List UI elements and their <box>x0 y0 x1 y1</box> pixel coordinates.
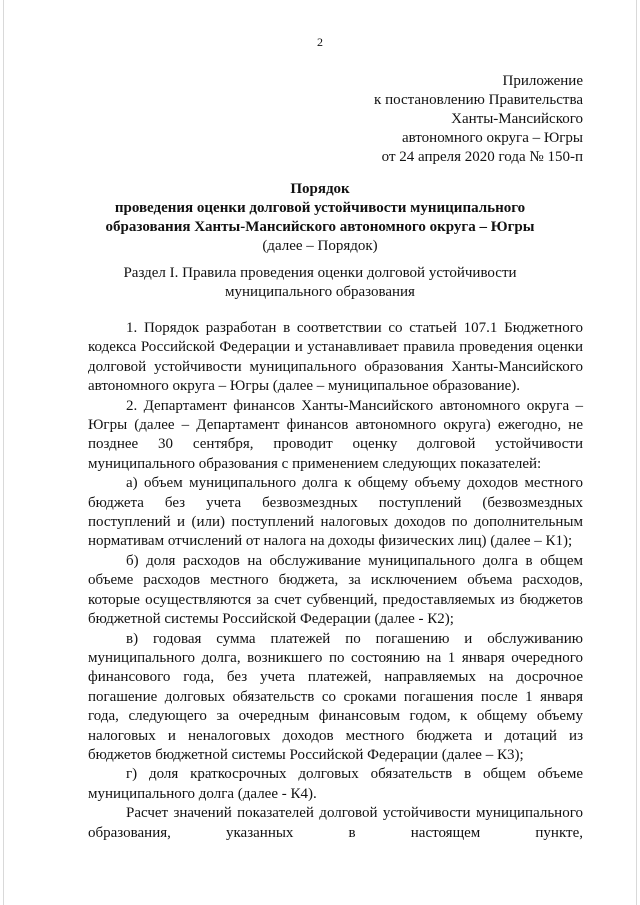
title-heading: Порядок <box>290 181 350 197</box>
page-number: 2 <box>317 35 323 49</box>
paragraph: а) объем муниципального долга к общему объему доходов местного бюджета без учета безвозмездных поступлений (безвозмездных поступлений и (или) поступлений налоговых доходов по дополнительным нормативам отчислений от налога на доходы физических лиц) (далее – К1); <box>88 475 583 550</box>
section-heading <box>0 264 640 302</box>
paragraph: Расчет значений показателей долговой устойчивости муниципального образования, указанных в настоящем пункте, <box>88 805 583 841</box>
appendix-line: от 24 апреля 2020 года № 150-п <box>381 149 583 165</box>
title-subtitle-line: образования Ханты-Мансийского автономного округа – Югры <box>105 219 535 235</box>
title-abbreviation: (далее – Порядок) <box>262 238 378 254</box>
section-heading-line: Раздел I. Правила проведения оценки долговой устойчивости <box>123 265 517 281</box>
paragraph: 2. Департамент финансов Ханты-Мансийского автономного округа – Югры (далее – Департамент финансов автономного округа) ежегодно, не позднее 30 сентября, проводит оценку долговой устойчивости муниципального образования с применением следующих показателей: <box>88 397 583 472</box>
paragraph: в) годовая сумма платежей по погашению и обслуживанию муниципального долга, возникшего по состоянию на 1 января очередного финансового года, без учета платежей, направляемых на досрочное погашение долговых обязательств со сроками погашения после 1 января года, следующего за очередным финансовым годом, к общему объему налоговых и неналоговых доходов местного бюджета и дотаций из бюджетов бюджетной системы Российской Федерации (далее – К3); <box>88 630 583 763</box>
title-subtitle-line: проведения оценки долговой устойчивости муниципального <box>114 200 526 216</box>
appendix-line: Приложение <box>502 73 583 89</box>
paragraph: б) доля расходов на обслуживание муниципального долга в общем объеме расходов местного бюджета, за исключением объема расходов, которые осуществляются за счет субвенций, предоставляемых из бюджетов бюджетной системы Российской Федерации (далее - К2); <box>88 552 583 628</box>
paragraph: г) доля краткосрочных долговых обязательств в общем объеме муниципального долга (далее - К4). <box>88 766 583 802</box>
appendix-line: к постановлению Правительства <box>374 92 583 108</box>
document-body <box>88 319 583 843</box>
appendix-line: Ханты-Мансийского <box>451 111 583 127</box>
appendix-line: автономного округа – Югры <box>401 130 583 146</box>
scan-edge-right <box>636 0 637 905</box>
scan-edge-left <box>3 0 4 905</box>
appendix-block <box>374 72 583 167</box>
document-title <box>0 180 640 256</box>
paragraph: 1. Порядок разработан в соответствии со статьей 107.1 Бюджетного кодекса Российской Федерации и устанавливает правила проведения оценки долговой устойчивости муниципального образования Ханты-Мансийского автономного округа – Югры (далее – муниципальное образование). <box>88 320 583 395</box>
section-heading-line: муниципального образования <box>225 284 415 300</box>
